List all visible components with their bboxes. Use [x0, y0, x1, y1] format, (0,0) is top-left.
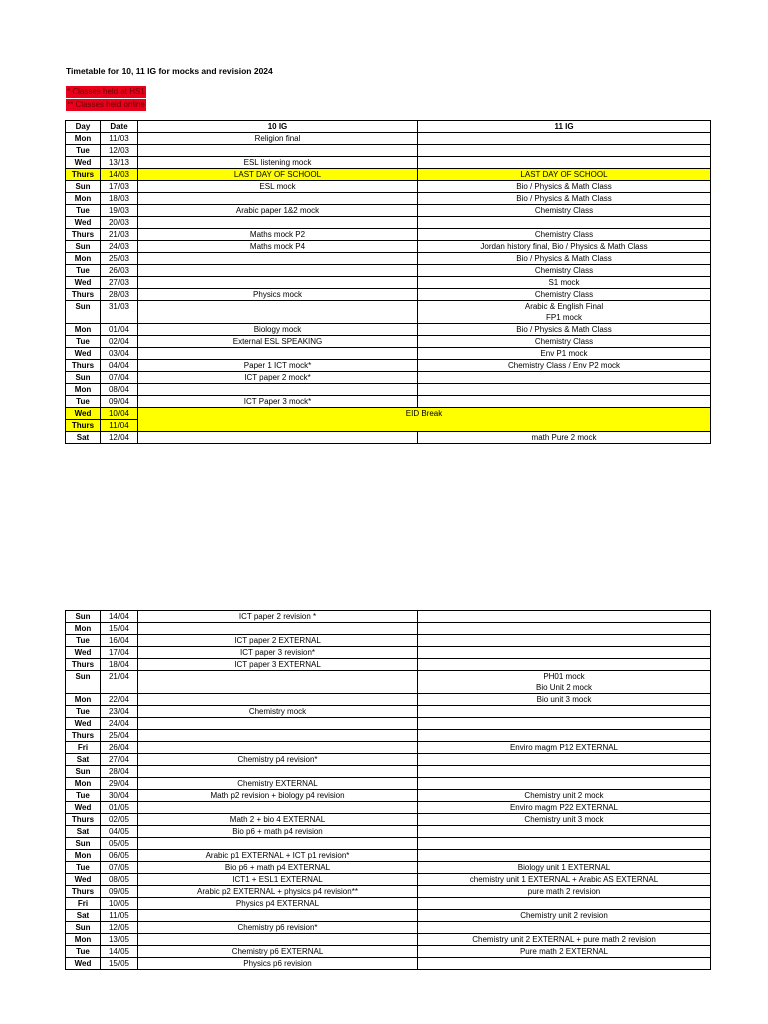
- cell-date: 15/05: [101, 958, 138, 970]
- cell-day: Thurs: [66, 886, 101, 898]
- cell-11ig: [418, 647, 711, 659]
- cell-11ig: [418, 384, 711, 396]
- cell-day: Thurs: [66, 360, 101, 372]
- cell-10ig: External ESL SPEAKING: [138, 336, 418, 348]
- cell-10ig: [138, 742, 418, 754]
- cell-day: Wed: [66, 647, 101, 659]
- cell-10ig: [138, 301, 418, 324]
- table-row: [66, 706, 711, 718]
- cell-10ig: Bio p6 + math p4 revision: [138, 826, 418, 838]
- table-row: [66, 922, 711, 934]
- cell-10ig: [138, 694, 418, 706]
- cell-date: 24/04: [101, 718, 138, 730]
- cell-day: Wed: [66, 408, 101, 420]
- table-row: [66, 217, 711, 229]
- header-date: Date: [101, 121, 138, 133]
- table-header-row: [66, 121, 711, 133]
- cell-10ig: ICT paper 2 revision *: [138, 611, 418, 623]
- cell-11ig: [418, 396, 711, 408]
- cell-date: 26/03: [101, 265, 138, 277]
- cell-day: Sun: [66, 922, 101, 934]
- cell-10ig: [138, 432, 418, 444]
- cell-day: Fri: [66, 742, 101, 754]
- cell-11ig: Bio / Physics & Math Class: [418, 193, 711, 205]
- cell-day: Mon: [66, 384, 101, 396]
- cell-day: Sat: [66, 754, 101, 766]
- cell-date: 01/05: [101, 802, 138, 814]
- cell-10ig: Chemistry mock: [138, 706, 418, 718]
- cell-11ig: chemistry unit 1 EXTERNAL + Arabic AS EXTERNAL: [418, 874, 711, 886]
- cell-11ig: [418, 778, 711, 790]
- table-row: [66, 277, 711, 289]
- cell-date: 18/04: [101, 659, 138, 671]
- cell-day: Mon: [66, 193, 101, 205]
- cell-11ig: [418, 838, 711, 850]
- cell-date: 17/04: [101, 647, 138, 659]
- cell-date: 29/04: [101, 778, 138, 790]
- cell-date: 25/04: [101, 730, 138, 742]
- cell-date: 02/05: [101, 814, 138, 826]
- cell-date: 17/03: [101, 181, 138, 193]
- cell-day: Thurs: [66, 289, 101, 301]
- cell-11ig: Env P1 mock: [418, 348, 711, 360]
- cell-line: PH01 mock: [543, 672, 585, 681]
- table-row: [66, 850, 711, 862]
- table-row: [66, 862, 711, 874]
- cell-date: 10/05: [101, 898, 138, 910]
- cell-date: 13/05: [101, 934, 138, 946]
- table-row: [66, 432, 711, 444]
- cell-date: 12/05: [101, 922, 138, 934]
- table-row: [66, 157, 711, 169]
- cell-11ig: S1 mock: [418, 277, 711, 289]
- cell-11ig: Jordan history final, Bio / Physics & Math Class: [418, 241, 711, 253]
- cell-11ig: Chemistry unit 2 mock: [418, 790, 711, 802]
- cell-date: 07/04: [101, 372, 138, 384]
- cell-11ig: Pure math 2 EXTERNAL: [418, 946, 711, 958]
- timetable-part-2: [65, 610, 711, 970]
- cell-10ig: ICT paper 3 EXTERNAL: [138, 659, 418, 671]
- cell-day: Tue: [66, 265, 101, 277]
- table-row: [66, 958, 711, 970]
- cell-10ig: [138, 730, 418, 742]
- cell-day: Wed: [66, 217, 101, 229]
- cell-11ig: [418, 958, 711, 970]
- cell-day: Mon: [66, 850, 101, 862]
- table-row: [66, 946, 711, 958]
- cell-day: Tue: [66, 790, 101, 802]
- cell-date: 14/03: [101, 169, 138, 181]
- cell-day: Tue: [66, 862, 101, 874]
- cell-day: Sun: [66, 838, 101, 850]
- table-row: [66, 133, 711, 145]
- cell-date: 14/04: [101, 611, 138, 623]
- cell-10ig: [138, 934, 418, 946]
- cell-11ig: [418, 372, 711, 384]
- cell-10ig: [138, 838, 418, 850]
- cell-11ig: [418, 217, 711, 229]
- cell-date: 07/05: [101, 862, 138, 874]
- cell-10ig: ICT1 + ESL1 EXTERNAL: [138, 874, 418, 886]
- table-row: [66, 671, 711, 694]
- cell-day: Tue: [66, 145, 101, 157]
- cell-11ig: Chemistry unit 2 EXTERNAL + pure math 2 revision: [418, 934, 711, 946]
- cell-date: 14/05: [101, 946, 138, 958]
- cell-day: Tue: [66, 396, 101, 408]
- cell-10ig: Maths mock P2: [138, 229, 418, 241]
- note-hs1: * Classes held at HS1: [67, 87, 145, 96]
- table-row: [66, 336, 711, 348]
- cell-day: Wed: [66, 802, 101, 814]
- cell-10ig: Arabic p2 EXTERNAL + physics p4 revision**: [138, 886, 418, 898]
- cell-date: 30/04: [101, 790, 138, 802]
- cell-10ig: [138, 217, 418, 229]
- cell-line: Bio Unit 2 mock: [535, 683, 593, 692]
- table-row: [66, 635, 711, 647]
- cell-date: 05/05: [101, 838, 138, 850]
- cell-11ig: Chemistry Class: [418, 229, 711, 241]
- cell-date: 12/03: [101, 145, 138, 157]
- cell-11ig: math Pure 2 mock: [418, 432, 711, 444]
- cell-date: 13/13: [101, 157, 138, 169]
- cell-11ig: pure math 2 revision: [418, 886, 711, 898]
- table-row: [66, 886, 711, 898]
- cell-11ig: Bio / Physics & Math Class: [418, 324, 711, 336]
- table-row: [66, 898, 711, 910]
- cell-11ig: Chemistry Class: [418, 336, 711, 348]
- cell-day: Wed: [66, 157, 101, 169]
- cell-10ig: [138, 145, 418, 157]
- note-online: ** Classes held online: [67, 100, 145, 109]
- cell-10ig: [138, 348, 418, 360]
- cell-day: Sat: [66, 432, 101, 444]
- table-row: [66, 934, 711, 946]
- cell-10ig: Chemistry p6 revision*: [138, 922, 418, 934]
- cell-day: Wed: [66, 277, 101, 289]
- cell-11ig: Bio / Physics & Math Class: [418, 253, 711, 265]
- cell-10ig: Physics mock: [138, 289, 418, 301]
- cell-10ig: [138, 277, 418, 289]
- cell-10ig: [138, 802, 418, 814]
- cell-day: Thurs: [66, 814, 101, 826]
- cell-date: 10/04: [101, 408, 138, 420]
- cell-day: Wed: [66, 958, 101, 970]
- table-row: [66, 623, 711, 635]
- cell-date: 03/04: [101, 348, 138, 360]
- table-row: [66, 193, 711, 205]
- cell-day: Thurs: [66, 659, 101, 671]
- table-row: [66, 253, 711, 265]
- cell-11ig: [418, 301, 711, 324]
- cell-10ig: ESL mock: [138, 181, 418, 193]
- table-row: [66, 766, 711, 778]
- cell-date: 08/04: [101, 384, 138, 396]
- page-title: Timetable for 10, 11 IG for mocks and revision 2024: [66, 66, 273, 76]
- cell-11ig: [418, 659, 711, 671]
- cell-11ig: Enviro magm P22 EXTERNAL: [418, 802, 711, 814]
- table-row: [66, 694, 711, 706]
- cell-10ig: Chemistry p4 revision*: [138, 754, 418, 766]
- cell-11ig: Chemistry Class: [418, 265, 711, 277]
- cell-day: Tue: [66, 635, 101, 647]
- table-row: [66, 181, 711, 193]
- cell-day: Wed: [66, 718, 101, 730]
- cell-date: 12/04: [101, 432, 138, 444]
- timetable-part-1: [65, 120, 711, 444]
- table-row: [66, 826, 711, 838]
- cell-date: 11/05: [101, 910, 138, 922]
- cell-day: Tue: [66, 336, 101, 348]
- cell-10ig: Maths mock P4: [138, 241, 418, 253]
- header-10ig: 10 IG: [138, 121, 418, 133]
- cell-11ig: Biology unit 1 EXTERNAL: [418, 862, 711, 874]
- table-row: [66, 324, 711, 336]
- cell-day: Sun: [66, 241, 101, 253]
- cell-day: Sat: [66, 826, 101, 838]
- cell-day: Mon: [66, 934, 101, 946]
- table-row: [66, 814, 711, 826]
- cell-day: Mon: [66, 253, 101, 265]
- cell-11ig: [418, 157, 711, 169]
- cell-day: Sun: [66, 181, 101, 193]
- table-row: [66, 838, 711, 850]
- cell-11ig: Bio / Physics & Math Class: [418, 181, 711, 193]
- table-row: [66, 778, 711, 790]
- cell-11ig: [418, 671, 711, 694]
- cell-day: Tue: [66, 946, 101, 958]
- cell-day: Sun: [66, 372, 101, 384]
- cell-date: 28/04: [101, 766, 138, 778]
- cell-date: 18/03: [101, 193, 138, 205]
- cell-11ig: [418, 145, 711, 157]
- cell-date: 20/03: [101, 217, 138, 229]
- table-row: [66, 169, 711, 181]
- table-row: [66, 348, 711, 360]
- cell-10ig: [138, 265, 418, 277]
- cell-10ig: Biology mock: [138, 324, 418, 336]
- cell-day: Thurs: [66, 229, 101, 241]
- cell-10ig: [138, 253, 418, 265]
- cell-11ig: [418, 922, 711, 934]
- cell-date: 16/04: [101, 635, 138, 647]
- cell-day: Sat: [66, 910, 101, 922]
- table-row: [66, 396, 711, 408]
- table-row: [66, 241, 711, 253]
- cell-date: 15/04: [101, 623, 138, 635]
- cell-day: Thurs: [66, 730, 101, 742]
- header-day: Day: [66, 121, 101, 133]
- cell-date: 27/04: [101, 754, 138, 766]
- cell-line: Arabic & English Final: [524, 302, 604, 311]
- table-row: [66, 647, 711, 659]
- table-row-eid: [66, 408, 711, 420]
- cell-11ig: [418, 635, 711, 647]
- table-row: [66, 384, 711, 396]
- cell-11ig: Chemistry unit 2 revision: [418, 910, 711, 922]
- cell-10ig: [138, 193, 418, 205]
- table-row: [66, 372, 711, 384]
- cell-11ig: [418, 718, 711, 730]
- cell-day: Sun: [66, 766, 101, 778]
- cell-10ig: Paper 1 ICT mock*: [138, 360, 418, 372]
- table-row: [66, 229, 711, 241]
- cell-10ig: Bio p6 + math p4 EXTERNAL: [138, 862, 418, 874]
- cell-day: Wed: [66, 874, 101, 886]
- cell-day: Mon: [66, 778, 101, 790]
- cell-11ig: [418, 850, 711, 862]
- table-row: [66, 265, 711, 277]
- cell-11ig: [418, 766, 711, 778]
- cell-day: Fri: [66, 898, 101, 910]
- cell-11ig: Bio unit 3 mock: [418, 694, 711, 706]
- cell-10ig: Chemistry p6 EXTERNAL: [138, 946, 418, 958]
- table-row: [66, 910, 711, 922]
- cell-10ig: ICT Paper 3 mock*: [138, 396, 418, 408]
- cell-day: Sun: [66, 611, 101, 623]
- cell-11ig: [418, 706, 711, 718]
- cell-11ig: Enviro magm P12 EXTERNAL: [418, 742, 711, 754]
- cell-11ig: [418, 898, 711, 910]
- table-row: [66, 205, 711, 217]
- cell-date: 04/04: [101, 360, 138, 372]
- cell-date: 21/03: [101, 229, 138, 241]
- cell-10ig: [138, 910, 418, 922]
- cell-11ig: LAST DAY OF SCHOOL: [418, 169, 711, 181]
- table-row: [66, 659, 711, 671]
- cell-date: 22/04: [101, 694, 138, 706]
- cell-date: 23/04: [101, 706, 138, 718]
- cell-11ig: [418, 826, 711, 838]
- cell-day: Tue: [66, 205, 101, 217]
- cell-day: Mon: [66, 623, 101, 635]
- cell-10ig: [138, 623, 418, 635]
- table-row: [66, 718, 711, 730]
- cell-10ig: [138, 384, 418, 396]
- table-row: [66, 874, 711, 886]
- timetable-part-1-body: [66, 133, 711, 444]
- cell-10ig: Chemistry EXTERNAL: [138, 778, 418, 790]
- cell-10ig: [138, 671, 418, 694]
- cell-date: 04/05: [101, 826, 138, 838]
- cell-10ig: Arabic paper 1&2 mock: [138, 205, 418, 217]
- cell-day: Tue: [66, 706, 101, 718]
- table-row: [66, 301, 711, 324]
- cell-10ig: Arabic p1 EXTERNAL + ICT p1 revision*: [138, 850, 418, 862]
- cell-10ig: Math p2 revision + biology p4 revision: [138, 790, 418, 802]
- cell-day: Thurs: [66, 169, 101, 181]
- table-row: [66, 802, 711, 814]
- cell-11ig: Chemistry Class: [418, 289, 711, 301]
- cell-10ig: Physics p6 revision: [138, 958, 418, 970]
- cell-11ig: [418, 133, 711, 145]
- table-row: [66, 289, 711, 301]
- cell-11ig: [418, 623, 711, 635]
- cell-10ig: Math 2 + bio 4 EXTERNAL: [138, 814, 418, 826]
- cell-10ig: [138, 766, 418, 778]
- cell-10ig: [138, 718, 418, 730]
- cell-date: 09/04: [101, 396, 138, 408]
- cell-date: 11/04: [101, 420, 138, 432]
- table-row: [66, 360, 711, 372]
- cell-10ig: Physics p4 EXTERNAL: [138, 898, 418, 910]
- cell-day: Thurs: [66, 420, 101, 432]
- cell-10ig: ICT paper 2 EXTERNAL: [138, 635, 418, 647]
- table-row: [66, 754, 711, 766]
- cell-10ig: ESL listening mock: [138, 157, 418, 169]
- cell-date: 31/03: [101, 301, 138, 324]
- cell-10ig: LAST DAY OF SCHOOL: [138, 169, 418, 181]
- cell-day: Sun: [66, 671, 101, 694]
- table-row: [66, 145, 711, 157]
- cell-date: 06/05: [101, 850, 138, 862]
- cell-day: Mon: [66, 694, 101, 706]
- cell-date: 26/04: [101, 742, 138, 754]
- cell-date: 09/05: [101, 886, 138, 898]
- cell-10ig: ICT paper 2 mock*: [138, 372, 418, 384]
- cell-date: 27/03: [101, 277, 138, 289]
- cell-date: 08/05: [101, 874, 138, 886]
- cell-date: 28/03: [101, 289, 138, 301]
- cell-11ig: Chemistry Class / Env P2 mock: [418, 360, 711, 372]
- cell-day: Wed: [66, 348, 101, 360]
- header-11ig: 11 IG: [418, 121, 711, 133]
- cell-11ig: [418, 611, 711, 623]
- cell-date: 21/04: [101, 671, 138, 694]
- cell-11ig: [418, 754, 711, 766]
- cell-10ig: Religion final: [138, 133, 418, 145]
- cell-11ig: [418, 730, 711, 742]
- table-row: [66, 742, 711, 754]
- cell-date: 19/03: [101, 205, 138, 217]
- cell-line: FP1 mock: [545, 313, 582, 322]
- cell-date: 02/04: [101, 336, 138, 348]
- cell-11ig: Chemistry Class: [418, 205, 711, 217]
- cell-day: Mon: [66, 324, 101, 336]
- cell-day: Mon: [66, 133, 101, 145]
- table-row: [66, 730, 711, 742]
- timetable-part-2-body: [66, 611, 711, 970]
- cell-day: Sun: [66, 301, 101, 324]
- cell-date: 11/03: [101, 133, 138, 145]
- cell-date: 01/04: [101, 324, 138, 336]
- cell-date: 25/03: [101, 253, 138, 265]
- cell-10ig: ICT paper 3 revision*: [138, 647, 418, 659]
- cell-11ig: Chemistry unit 3 mock: [418, 814, 711, 826]
- cell-date: 24/03: [101, 241, 138, 253]
- eid-break-cell: EID Break: [138, 408, 711, 432]
- table-row: [66, 790, 711, 802]
- table-row: [66, 611, 711, 623]
